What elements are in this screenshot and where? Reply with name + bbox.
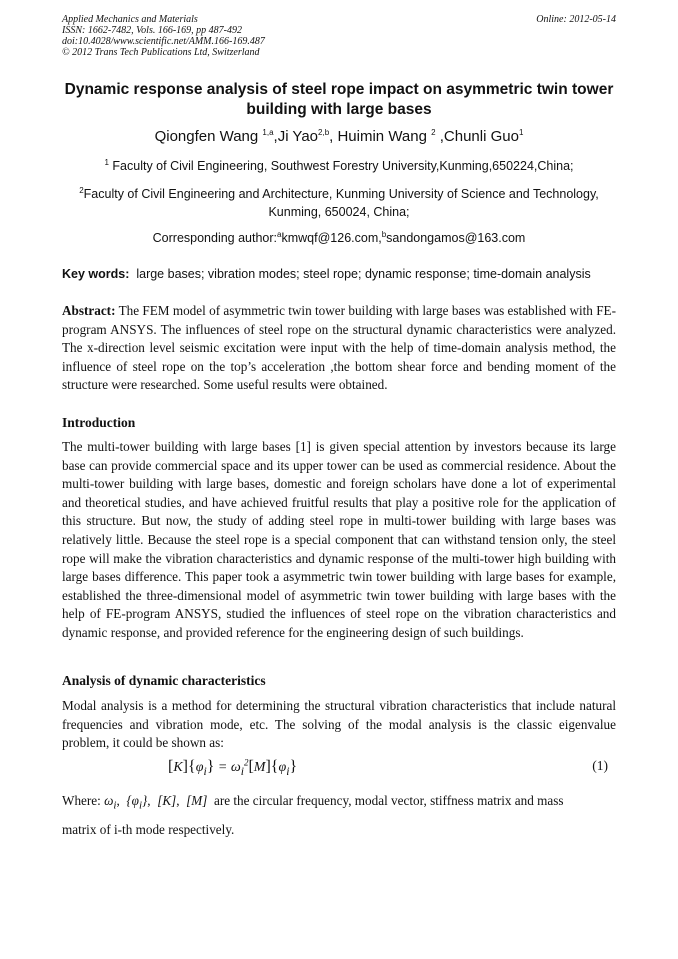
symbol-m: [M] (186, 793, 208, 808)
online-date: Online: 2012-05-14 (536, 14, 616, 25)
where-label: Where: (62, 793, 101, 808)
dynamic-text: Modal analysis is a method for determining the structural vibration characteristics that include natural frequencies and vibration mode, etc. The solving of the modal analysis is the classic eigenvalue problem, it could be shown as: (62, 698, 616, 751)
symbol-omega: $\omega_i$ (104, 793, 117, 812)
abstract-text: The FEM model of asymmetric twin tower building with large bases was established with FE-program ANSYS. The influences of steel rope on the structural dynamic characteristics were analyzed. The x-direction level seismic excitation were input with the help of time-domain analysis method, the influence of steel rope on the top’s acceleration ,the bottom shear force and bending moment of the structure were researched. Some useful results were obtained. (62, 303, 617, 393)
email-link[interactable]: sandongamos@163.com (386, 231, 526, 245)
corresponding-author: Corresponding author:$^a$kmwqf@126.com,$^b$sandongamos@163.com (152, 229, 526, 245)
section-heading-introduction: Introduction (62, 415, 136, 430)
where-clause: Where: $\omega_i$, $\{\varphi_i\}$, [K], [M] are the circular frequency, modal vector, stiffness matrix and mass (62, 793, 564, 812)
introduction-text: The multi-tower building with large bases [1] is given special attention by investors because its large base can provide commercial space and its upper tower can be used as commercial residence. About the multi-tower building with large bases, domestic and foreign scholars have done a lot of experimental and theoretical studies, and have achieved fruitful results that play a positive role for the application of this structure. But now, the study of adding steel rope in multi-tower building with large bases was relatively little. Because the steel rope is a special component that can withstand tension only, the steel rope will make the vibration characteristics and dynamic response of the multi-tower high building with large bases difference. This paper took a asymmetric twin tower building with large bases for example, established the three-dimensional model of asymmetric twin tower building with large bases with the help of FE-program ANSYS, studied the influences of steel rope on the vibration characteristics and dynamic response, and provided reference for the engineering design of such buildings. (62, 439, 616, 640)
author-sup: 1,a (262, 128, 274, 137)
author-sup: 1 (518, 128, 524, 137)
author-name: ,Chunli Guo (435, 128, 519, 145)
journal-name: Applied Mechanics and Materials (62, 14, 198, 25)
keywords-label: Key words: (62, 267, 130, 281)
issn-line: ISSN: 1662-7482, Vols. 166-169, pp 487-492 (62, 25, 242, 36)
symbol-k: [K] (157, 793, 177, 808)
abstract-label: Abstract: (62, 303, 116, 318)
equation-number: (1) (592, 758, 608, 773)
equation-1: $[K]\{\varphi_i\} = \omega_i^2[M]\{\varphi_i\}$ (168, 757, 298, 778)
author-sup: 2,b (318, 128, 330, 137)
abstract (62, 302, 616, 395)
author-name: Qiongfen Wang (154, 128, 263, 145)
journal-header (62, 14, 616, 58)
copyright-line: © 2012 Trans Tech Publications Ltd, Switzerland (62, 47, 260, 58)
keywords-text: large bases; vibration modes; steel rope; dynamic response; time-domain analysis (136, 267, 591, 281)
where-continuation: matrix of i-th mode respectively. (62, 822, 235, 837)
author-name: ,Ji Yao (273, 128, 319, 145)
affiliation-1: $^1$ Faculty of Civil Engineering, Southwest Forestry University,Kunming,650224,China; (104, 157, 574, 173)
email-link[interactable]: kmwqf@126.com, (281, 231, 382, 245)
where-text: are the circular frequency, modal vector, stiffness matrix and mass (213, 793, 564, 808)
symbol-phi: $\{\varphi_i\}$ (126, 793, 148, 812)
author-sup: 2 (431, 128, 436, 137)
affiliation-2: $^2$Faculty of Civil Engineering and Architecture, Kunming University of Science and Technology, Kunming, 650024, China; (79, 185, 599, 219)
keywords (62, 266, 616, 282)
section-heading-dynamic: Analysis of dynamic characteristics (62, 673, 266, 688)
author-list (62, 128, 616, 146)
paper-title: Dynamic response analysis of steel rope impact on asymmetric twin tower building with large bases (64, 81, 614, 118)
doi-line: doi:10.4028/www.scientific.net/AMM.166-169.487 (62, 36, 265, 47)
author-name: , Huimin Wang (329, 128, 432, 145)
